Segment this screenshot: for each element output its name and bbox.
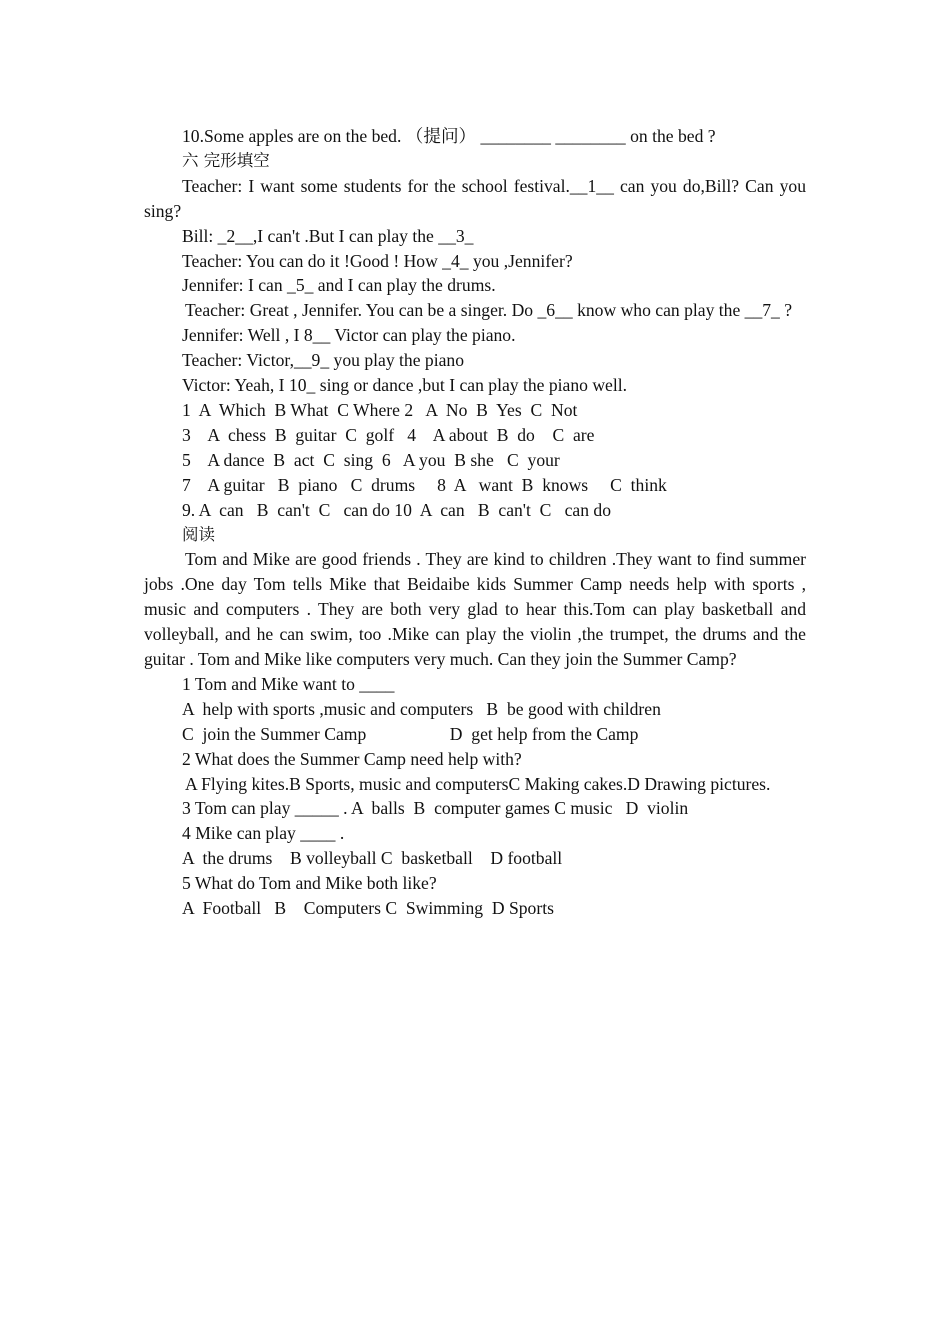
reading-question-5-options: A Football B Computers C Swimming D Sports <box>182 898 554 919</box>
reading-question-5: 5 What do Tom and Mike both like? <box>182 873 437 894</box>
reading-question-4-options: A the drums B volleyball C basketball D football <box>182 848 563 869</box>
reading-question-1-options: A help with sports ,music and computers B be good with children <box>182 698 661 719</box>
cloze-dialogue-line: Teacher: Victor,__9_ you play the piano <box>182 350 465 371</box>
reading-question-2-options: A Flying kites.B Sports, music and computersC Making cakes.D Drawing pictures. <box>185 773 771 794</box>
cloze-options-row: 5 A dance B act C sing 6 A you B she C your <box>182 449 560 470</box>
cloze-dialogue-line: Jennifer: Well , I 8__ Victor can play the piano. <box>182 325 516 346</box>
question-10: 10.Some apples are on the bed. （提问） ________ ________ on the bed ? <box>182 126 716 146</box>
cloze-dialogue-line: Victor: Yeah, I 10_ sing or dance ,but I can play the piano well. <box>182 375 628 396</box>
cloze-dialogue-line: Teacher: I want some students for the school festival.__1__ can you do,Bill? Can you sing? <box>144 175 806 221</box>
cloze-dialogue-line: Jennifer: I can _5_ and I can play the drums. <box>182 275 496 296</box>
cloze-dialogue-line: Teacher: Great , Jennifer. You can be a singer. Do _6__ know who can play the __7_ ? <box>185 300 793 321</box>
document-page <box>144 124 806 921</box>
reading-question-3: 3 Tom can play _____ . A balls B computer games C music D violin <box>182 798 689 819</box>
cloze-options-row: 7 A guitar B piano C drums 8 A want B knows C think <box>182 474 667 495</box>
reading-heading: 阅读 <box>182 524 215 544</box>
cloze-dialogue-line: Bill: _2__,I can't .But I can play the __3_ <box>182 225 474 246</box>
cloze-options-row: 9. A can B can't C can do 10 A can B can't C can do <box>182 499 612 520</box>
cloze-options-row: 1 A Which B What C Where 2 A No B Yes C Not <box>182 399 578 420</box>
reading-question-2: 2 What does the Summer Camp need help with? <box>182 748 522 769</box>
cloze-heading: 六 完形填空 <box>182 150 270 170</box>
reading-passage: Tom and Mike are good friends . They are kind to children .They want to find summer jobs .One day Tom tells Mike that Beidaibe kids Summer Camp needs help with sports , music and computers . They are both very glad to hear this.Tom can play basketball and volleyball, and he can swim, too .Mike can play the violin ,the trumpet, the drums and the guitar . Tom and Mike like computers very much. Can they join the Summer Camp? <box>144 549 806 670</box>
reading-question-1: 1 Tom and Mike want to ____ <box>182 673 395 694</box>
cloze-options-row: 3 A chess B guitar C golf 4 A about B do C are <box>182 424 595 445</box>
reading-question-4: 4 Mike can play ____ . <box>182 823 345 844</box>
reading-question-1-options: C join the Summer Camp D get help from the Camp <box>182 723 639 744</box>
cloze-dialogue-line: Teacher: You can do it !Good ! How _4_ you ,Jennifer? <box>182 250 573 271</box>
